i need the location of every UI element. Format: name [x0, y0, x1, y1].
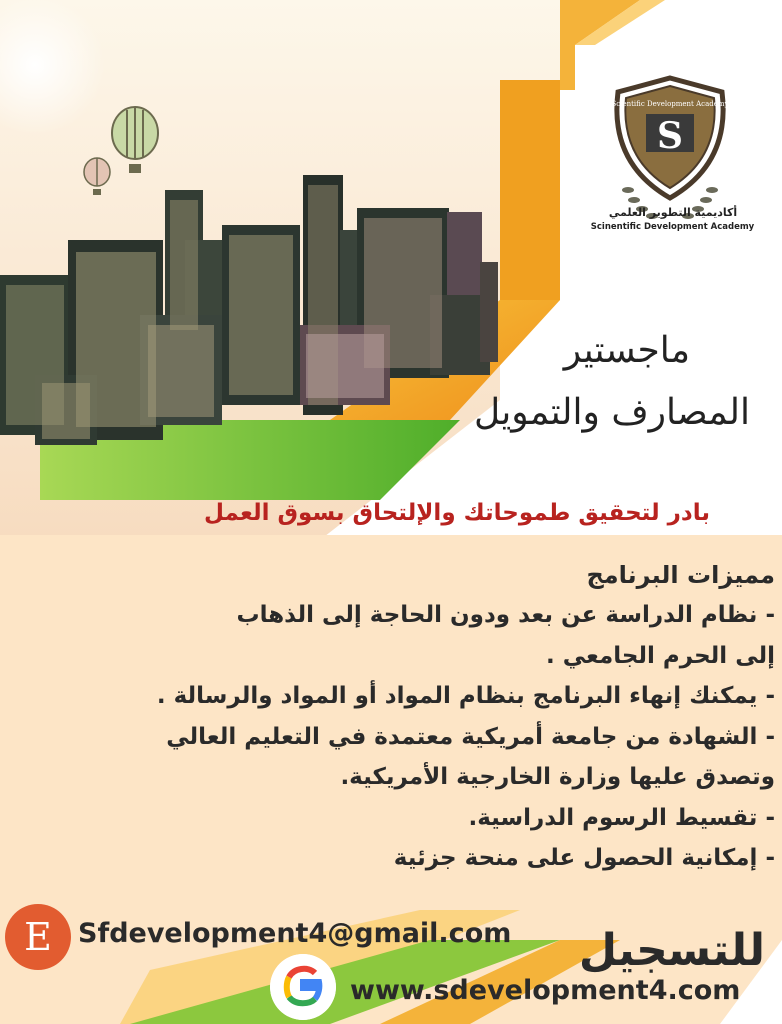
feature-line: - إمكانية الحصول على منحة جزئية: [393, 845, 775, 871]
academy-name-english: Scinentific Development Academy: [590, 222, 755, 232]
logo-emblem-text: Scientific Development Academy: [611, 100, 729, 108]
email-link[interactable]: Sfdevelopment4@gmail.com: [78, 918, 512, 949]
email-e-icon[interactable]: E: [5, 904, 71, 970]
register-label: للتسجيل: [578, 925, 765, 976]
feature-line: - يمكنك إنهاء البرنامج بنظام المواد أو المواد والرسالة .: [156, 683, 775, 709]
feature-line: - الشهادة من جامعة أمريكية معتمدة في التعليم العالي: [166, 723, 775, 750]
features-heading: مميزات البرنامج: [586, 561, 775, 589]
feature-line: وتصدق عليها وزارة الخارجية الأمريكية.: [340, 764, 775, 790]
website-link[interactable]: www.sdevelopment4.com: [350, 975, 741, 1006]
google-icon[interactable]: [270, 954, 336, 1020]
academy-name-arabic: أكاديمية التطوير العلمي: [608, 206, 738, 219]
program-degree: ماجستير: [563, 330, 690, 371]
feature-line: - نظام الدراسة عن بعد ودون الحاجة إلى الذهاب: [236, 602, 775, 628]
logo-letter: S: [657, 115, 683, 157]
program-features: [10, 555, 775, 879]
feature-line: إلى الحرم الجامعي .: [545, 642, 775, 669]
program-title: المصارف والتمويل: [473, 392, 750, 433]
program-tagline: بادر لتحقيق طموحاتك والإلتحاق بسوق العمل: [204, 500, 710, 526]
feature-line: - تقسيط الرسوم الدراسية.: [468, 804, 775, 831]
